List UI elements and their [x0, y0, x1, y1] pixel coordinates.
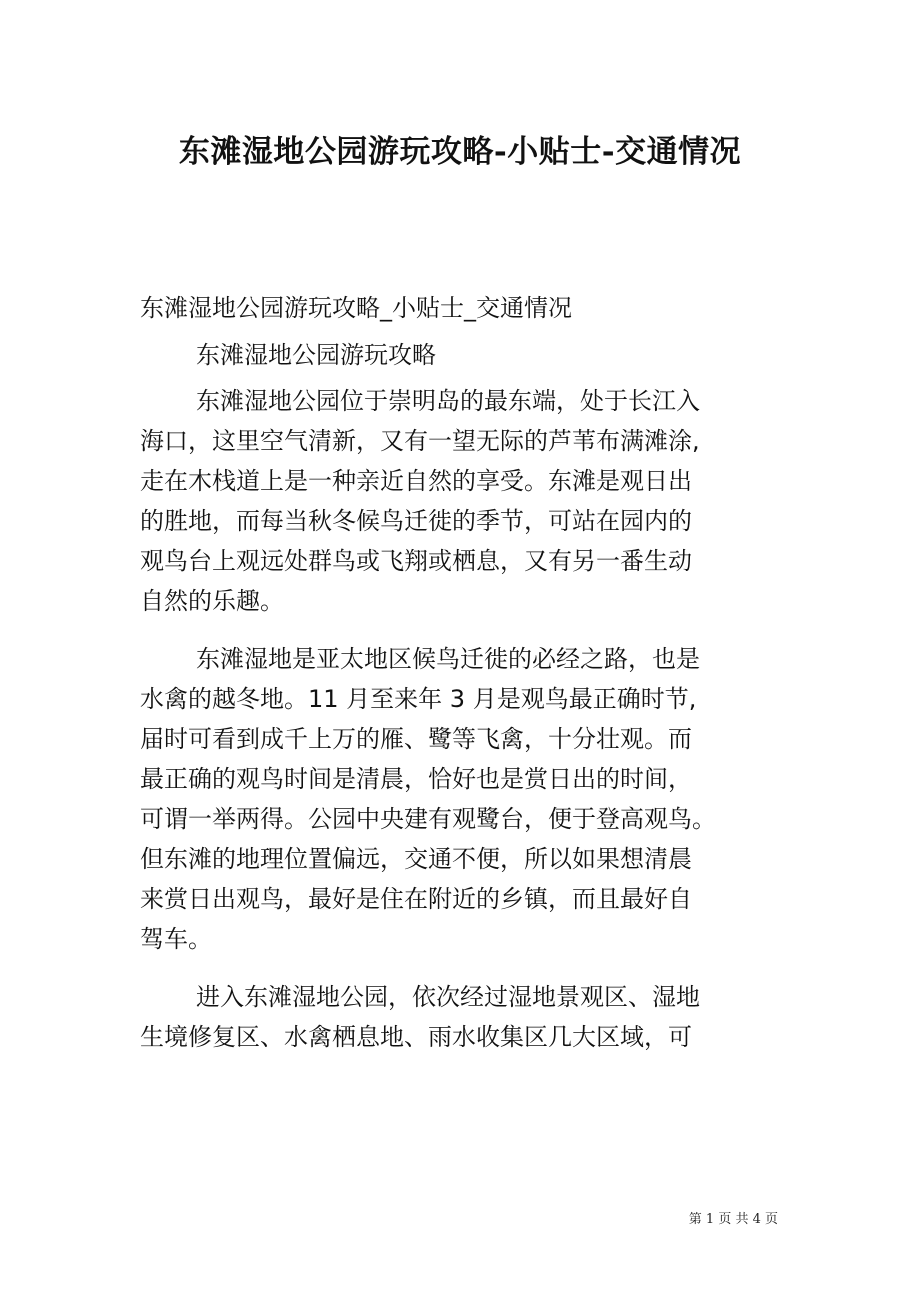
- paragraph-1: [140, 381, 788, 621]
- paragraph-line: 来赏日出观鸟，最好是住在附近的乡镇，而且最好自: [140, 885, 692, 913]
- paragraph-line: 海口，这里空气清新，又有一望无际的芦苇布满滩涂,: [140, 427, 700, 455]
- paragraph-line: 东滩湿地是亚太地区候鸟迁徙的必经之路，也是: [196, 645, 700, 673]
- paragraph-line: 东滩湿地公园位于崇明岛的最东端，处于长江入: [196, 387, 700, 415]
- document-subtitle: 东滩湿地公园游玩攻略_小贴士_交通情况: [140, 294, 572, 322]
- paragraph-line: 可谓一举两得。公园中央建有观鹭台，便于登高观鸟。: [140, 805, 716, 833]
- paragraph-2: [140, 639, 788, 959]
- document-body: [140, 288, 788, 1075]
- paragraph-line: 自然的乐趣。: [140, 587, 284, 615]
- paragraph-line: 走在木栈道上是一种亲近自然的享受。东滩是观日出: [140, 467, 692, 495]
- paragraph-line: 届时可看到成千上万的雁、鹭等飞禽，十分壮观。而: [140, 725, 692, 753]
- paragraph-line: 但东滩的地理位置偏远，交通不便，所以如果想清晨: [140, 845, 692, 873]
- paragraph-line: 观鸟台上观远处群鸟或飞翔或栖息，又有另一番生动: [140, 547, 692, 575]
- paragraph-line: 水禽的越冬地。11 月至来年 3 月是观鸟最正确时节,: [140, 685, 697, 713]
- paragraph-3: [140, 977, 788, 1057]
- paragraph-line: 的胜地，而每当秋冬候鸟迁徙的季节，可站在园内的: [140, 507, 692, 535]
- paragraph-line: 最正确的观鸟时间是清晨，恰好也是赏日出的时间，: [140, 765, 692, 793]
- document-title: 东滩湿地公园游玩攻略-小贴士-交通情况: [178, 134, 742, 170]
- page-indicator: 第 1 页 共 4 页: [688, 1212, 778, 1227]
- section-heading: 东滩湿地公园游玩攻略: [196, 341, 436, 369]
- paragraph-line: 进入东滩湿地公园，依次经过湿地景观区、湿地: [196, 983, 700, 1011]
- paragraph-line: 驾车。: [140, 925, 212, 953]
- paragraph-line: 生境修复区、水禽栖息地、雨水收集区几大区域，可: [140, 1023, 692, 1051]
